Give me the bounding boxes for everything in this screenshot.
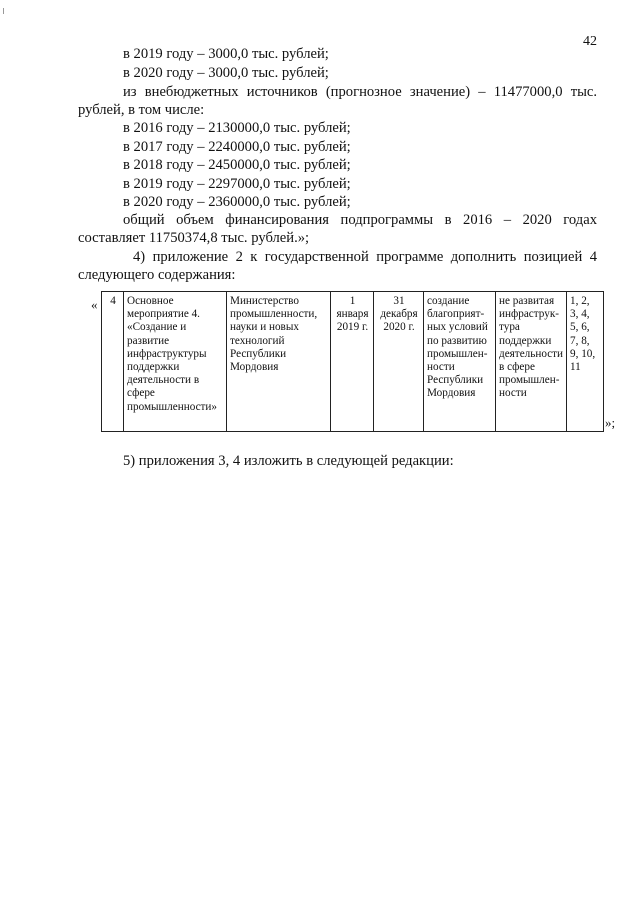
table-row (102, 292, 604, 432)
text-line: в 2019 году – 2297000,0 тыс. рублей; (123, 176, 351, 192)
text-line: в 2016 году – 2130000,0 тыс. рублей; (123, 120, 351, 136)
table-cell-number: 4 (102, 292, 124, 432)
closing-quote: »; (605, 415, 616, 430)
text-line: в 2019 году – 3000,0 тыс. рублей; (123, 46, 329, 62)
text-line: 5) приложения 3, 4 изложить в следующей редакции: (123, 453, 454, 469)
table-cell-executor: Министерство промышленности, науки и новых технологий Республики Мордовия (227, 292, 331, 432)
text-line: 4) приложение 2 к государственной программе дополнить позицией 4 (133, 249, 597, 265)
opening-quote: « (91, 297, 98, 312)
text-line: общий объем финансирования подпрограммы в 2016 – 2020 годах (123, 212, 597, 228)
program-table (101, 291, 604, 432)
table-cell-start-date: 1 января 2019 г. (331, 292, 374, 432)
table-cell-event: Основное мероприятие 4. «Создание и развитие инфраструктуры поддержки деятельности в сфере промышленности» (124, 292, 227, 432)
text-line: в 2020 году – 2360000,0 тыс. рублей; (123, 194, 351, 210)
table-cell-links: 1, 2, 3, 4, 5, 6, 7, 8, 9, 10, 11 (567, 292, 604, 432)
table-cell-result: создание благоприят- ных условий по развитию промышлен- ности Республики Мордовия (424, 292, 496, 432)
text-line: рублей, в том числе: (78, 102, 205, 118)
text-line: в 2018 году – 2450000,0 тыс. рублей; (123, 157, 351, 173)
page-number: 42 (583, 34, 597, 49)
table-cell-consequences: не развитая инфраструк- тура поддержки деятельности в сфере промышлен- ности (496, 292, 567, 432)
text-line: из внебюджетных источников (прогнозное значение) – 11477000,0 тыс. (123, 84, 597, 100)
text-line: в 2020 году – 3000,0 тыс. рублей; (123, 65, 329, 81)
text-line: в 2017 году – 2240000,0 тыс. рублей; (123, 139, 351, 155)
scan-mark (3, 8, 4, 14)
table-cell-end-date: 31 декабря 2020 г. (374, 292, 424, 432)
text-line: следующего содержания: (78, 267, 236, 283)
text-line: составляет 11750374,8 тыс. рублей.»; (78, 230, 310, 246)
